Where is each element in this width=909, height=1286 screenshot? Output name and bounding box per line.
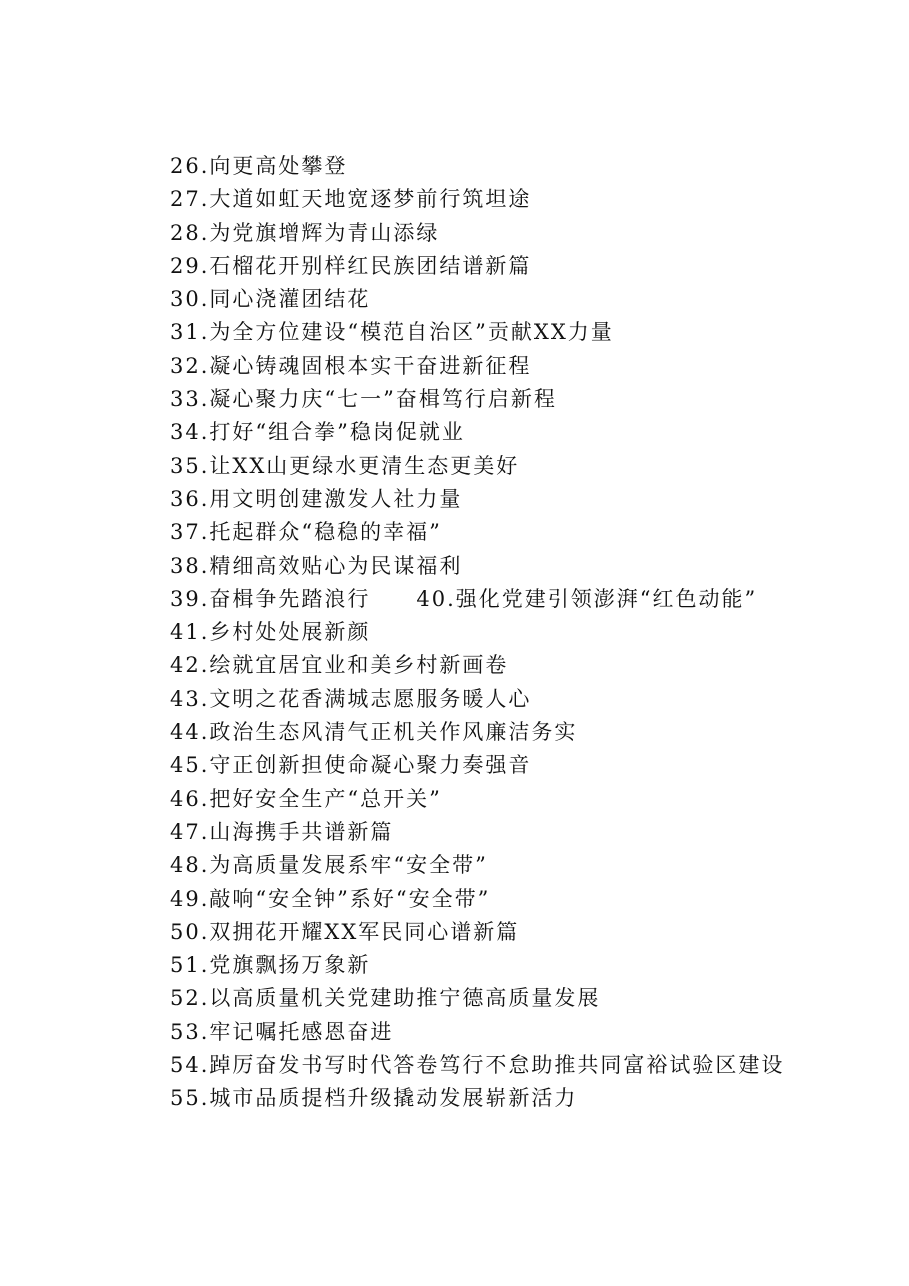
list-item: 36.用文明创建激发人社力量 [170, 486, 463, 511]
list-item: 26.向更高处攀登 [170, 154, 348, 178]
list-item: 39.奋楫争先踏浪行 40.强化党建引领澎湃“红色动能” [170, 586, 758, 611]
list-item: 29.石榴花开别样红民族团结谱新篇 [170, 253, 532, 278]
list-item: 51.党旗飘扬万象新 [170, 953, 371, 978]
list-item: 27.大道如虹天地宽逐梦前行筑坦途 [170, 187, 532, 212]
list-item: 42.绘就宜居宜业和美乡村新画卷 [170, 653, 509, 678]
list-item: 35.让XX山更绿水更清生态更美好 [170, 453, 520, 478]
list-item: 38.精细高效贴心为民谋福利 [170, 553, 463, 578]
list-item: 30.同心浇灌团结花 [170, 287, 371, 312]
list-item: 54.踔厉奋发书写时代答卷笃行不怠助推共同富裕试验区建设 [170, 1053, 785, 1078]
list-item: 31.为全方位建设“模范自治区”贡献XX力量 [170, 320, 614, 345]
list-item: 43.文明之花香满城志愿服务暖人心 [170, 686, 532, 711]
list-item: 48.为高质量发展系牢“安全带” [170, 853, 488, 878]
list-item: 41.乡村处处展新颜 [170, 620, 371, 645]
list-item: 32.凝心铸魂固根本实干奋进新征程 [170, 353, 532, 378]
list-item: 47.山海携手共谱新篇 [170, 819, 394, 844]
list-item: 50.双拥花开耀XX军民同心谱新篇 [170, 919, 520, 944]
list-item: 53.牢记嘱托感恩奋进 [170, 1019, 394, 1044]
list-item: 49.敲响“安全钟”系好“安全带” [170, 886, 491, 911]
list-item: 44.政治生态风清气正机关作风廉洁务实 [170, 720, 578, 745]
list-item: 28.为党旗增辉为青山添绿 [170, 220, 440, 245]
list-item: 46.把好安全生产“总开关” [170, 786, 442, 811]
list-item: 37.托起群众“稳稳的幸福” [170, 520, 442, 545]
title-list [120, 150, 810, 1116]
list-item: 45.守正创新担使命凝心聚力奏强音 [170, 753, 532, 778]
list-item: 34.打好“组合拳”稳岗促就业 [170, 420, 465, 445]
list-item: 52.以高质量机关党建助推宁德高质量发展 [170, 986, 601, 1011]
list-item: 55.城市品质提档升级撬动发展崭新活力 [170, 1086, 578, 1111]
list-item: 33.凝心聚力庆“七一”奋楫笃行启新程 [170, 387, 557, 412]
